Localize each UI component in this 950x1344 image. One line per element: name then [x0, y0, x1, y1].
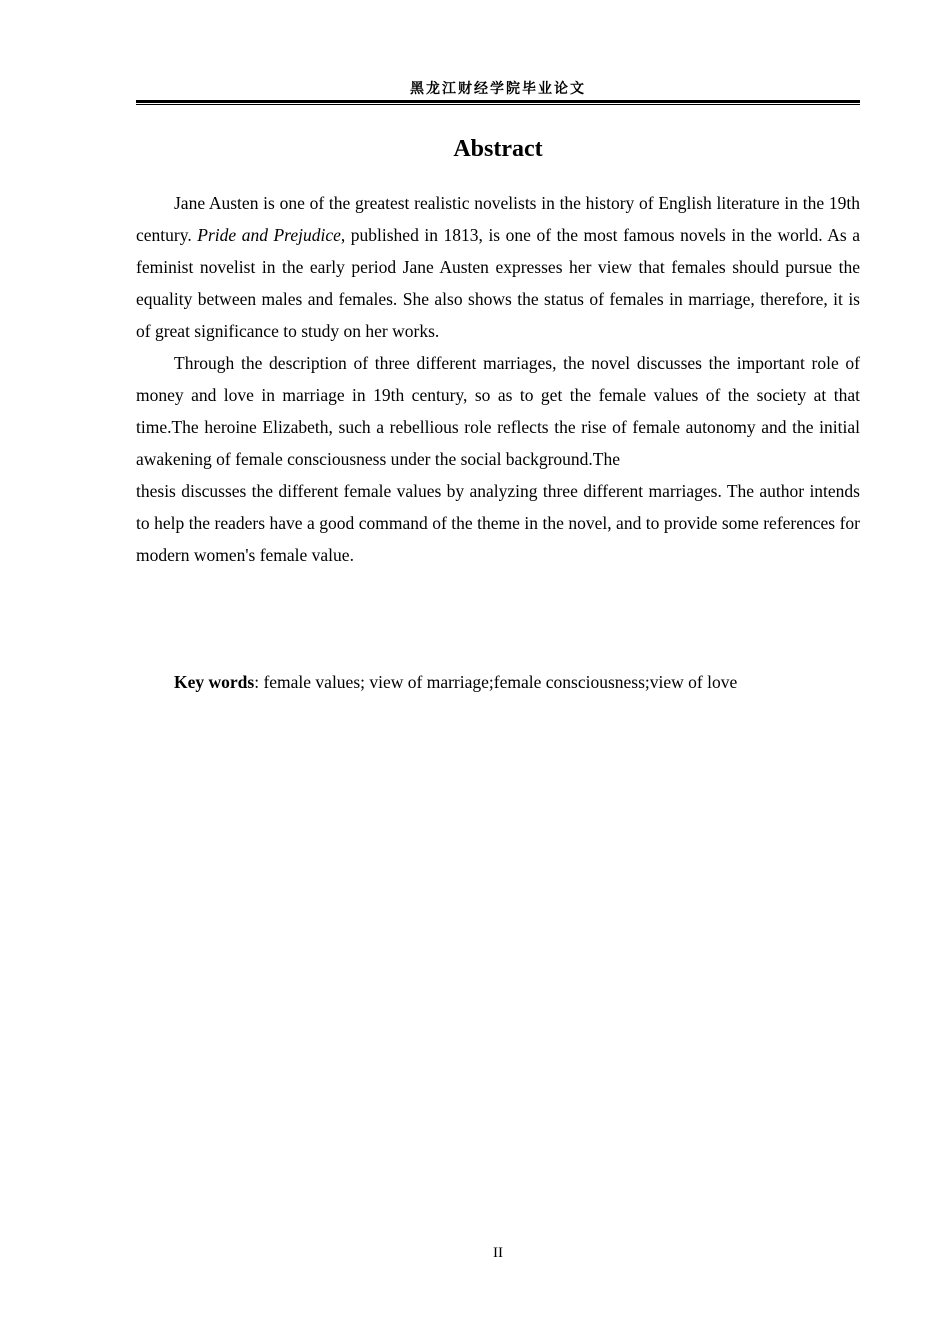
paragraph-1-text-start: Jane Austen is one of the greatest realistic novelists in the history of English literature in the 19th century.	[136, 193, 860, 245]
abstract-title: Abstract	[453, 136, 543, 162]
keywords-separator: :	[254, 672, 264, 692]
novel-title: Pride and Prejudice	[197, 225, 341, 245]
header-rule-thick	[136, 100, 860, 103]
abstract-body	[136, 187, 860, 571]
keywords-text: female values; view of marriage;female consciousness;view of love	[263, 672, 738, 692]
page-number: II	[493, 1245, 503, 1261]
paragraph-1-text-end: , published in 1813, is one of the most famous novels in the world. As a feminist novelist in the early period Jane Austen expresses her view that females should pursue the equality between males and females. She also shows the status of females in marriage, therefore, it is of great significance to study on her works.	[136, 225, 860, 341]
abstract-paragraph-2: Through the description of three different marriages, the novel discusses the important role of money and love in marriage in 19th century, so as to get the female values of the society at that time.The heroine Elizabeth, such a rebellious role reflects the rise of female autonomy and the initial awakening of female consciousness under the social background.The	[136, 353, 860, 469]
keywords-line	[174, 666, 860, 698]
abstract-paragraph-1	[136, 187, 860, 347]
header-rule-thin	[136, 104, 860, 105]
abstract-paragraph-3: thesis discusses the different female values by analyzing three different marriages. The author intends to help the readers have a good command of the theme in the novel, and to provide some references for modern women's female value.	[136, 481, 860, 565]
keywords-label: Key words	[174, 672, 255, 692]
running-header: 黑龙江财经学院毕业论文	[410, 81, 586, 97]
